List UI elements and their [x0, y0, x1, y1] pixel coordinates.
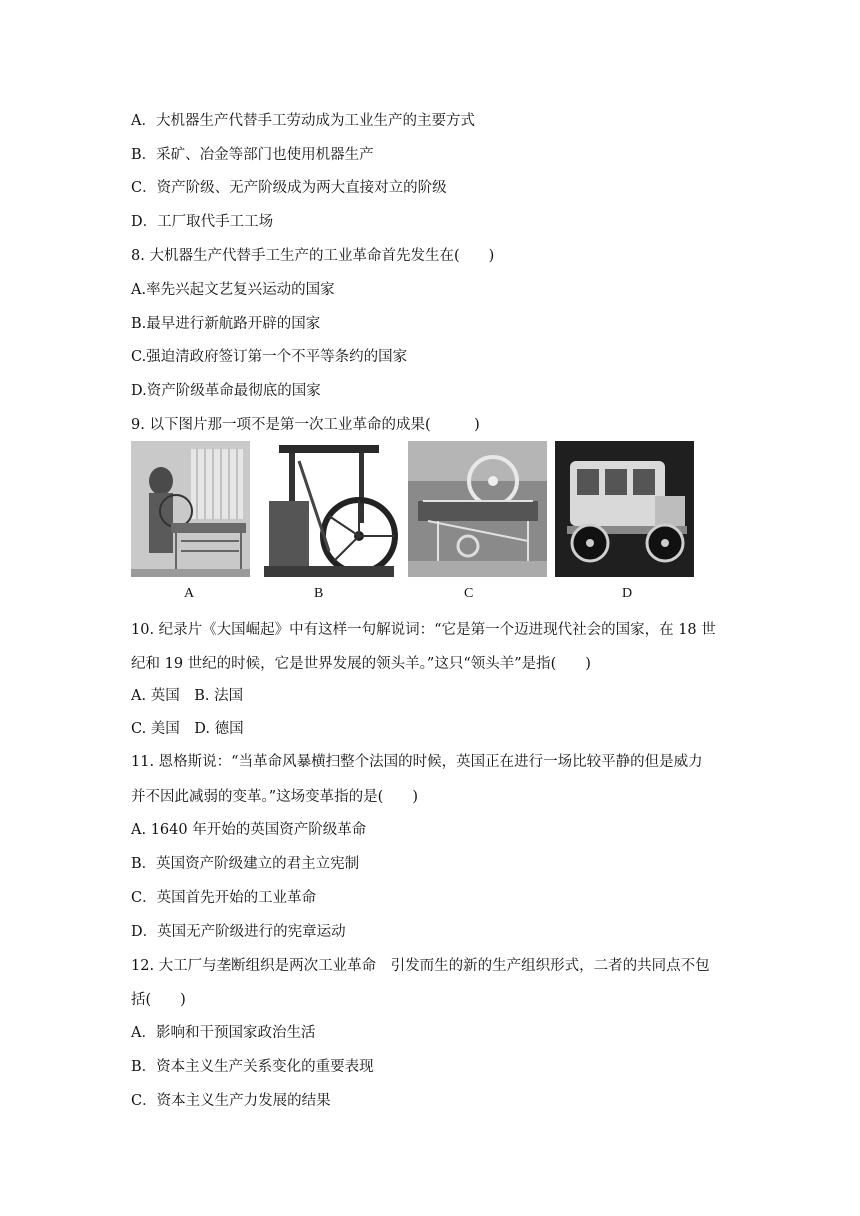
- q12-stem-line2: 括( ): [131, 992, 186, 1008]
- q12-option-c: C．资本主义生产力发展的结果: [131, 1093, 331, 1109]
- image-steam-engine: [259, 441, 399, 577]
- q12-option-a: A．影响和干预国家政治生活: [131, 1025, 316, 1041]
- q9-image-row: [131, 441, 701, 581]
- q11-option-d: D．英国无产阶级进行的宪章运动: [131, 924, 346, 940]
- q8-option-b: B.最早进行新航路开辟的国家: [131, 316, 321, 332]
- q7-option-a: A．大机器生产代替手工劳动成为工业生产的主要方式: [131, 113, 475, 129]
- caption-b: B: [314, 586, 324, 601]
- caption-c: C: [464, 586, 474, 601]
- q11-option-b: B．英国资产阶级建立的君主立宪制: [131, 856, 360, 872]
- q10-stem-line1: 10. 纪录片《大国崛起》中有这样一句解说词：“它是第一个迈进现代社会的国家，在 18 世: [131, 622, 716, 638]
- caption-d: D: [622, 586, 633, 601]
- q10-options-cd: C. 美国 D. 德国: [131, 721, 244, 737]
- image-automobile: [555, 441, 694, 577]
- q11-stem-line1: 11. 恩格斯说：“当革命风暴横扫整个法国的时候，英国正在进行一场比较平静的但是威力: [131, 754, 703, 770]
- q7-option-d: D．工厂取代手工工场: [131, 214, 274, 230]
- q8-option-d: D.资产阶级革命最彻底的国家: [131, 383, 321, 399]
- q11-option-c: C．英国首先开始的工业革命: [131, 890, 317, 906]
- q7-option-b: B．采矿、冶金等部门也使用机器生产: [131, 147, 374, 163]
- q12-stem-line1: 12. 大工厂与垄断组织是两次工业革命 引发而生的新的生产组织形式，二者的共同点不包: [131, 958, 710, 974]
- q12-option-b: B．资本主义生产关系变化的重要表现: [131, 1059, 374, 1075]
- image-spinning-jenny: [131, 441, 250, 577]
- q8-stem: 8. 大机器生产代替手工生产的工业革命首先发生在( ): [131, 248, 495, 264]
- q11-option-a: A. 1640 年开始的英国资产阶级革命: [131, 822, 367, 838]
- image-power-loom: [408, 441, 547, 577]
- q8-option-a: A.率先兴起文艺复兴运动的国家: [131, 282, 335, 298]
- q9-stem: 9. 以下图片那一项不是第一次工业革命的成果( ): [131, 417, 480, 433]
- q11-stem-line2: 并不因此减弱的变革。”这场变革指的是( ): [131, 789, 418, 805]
- q10-options-ab: A. 英国 B. 法国: [131, 688, 244, 704]
- q8-option-c: C.强迫清政府签订第一个不平等条约的国家: [131, 349, 408, 365]
- q10-stem-line2: 纪和 19 世纪的时候，它是世界发展的领头羊。”这只“领头羊”是指( ): [131, 656, 591, 672]
- q7-option-c: C．资产阶级、无产阶级成为两大直接对立的阶级: [131, 180, 447, 196]
- caption-a: A: [184, 586, 195, 601]
